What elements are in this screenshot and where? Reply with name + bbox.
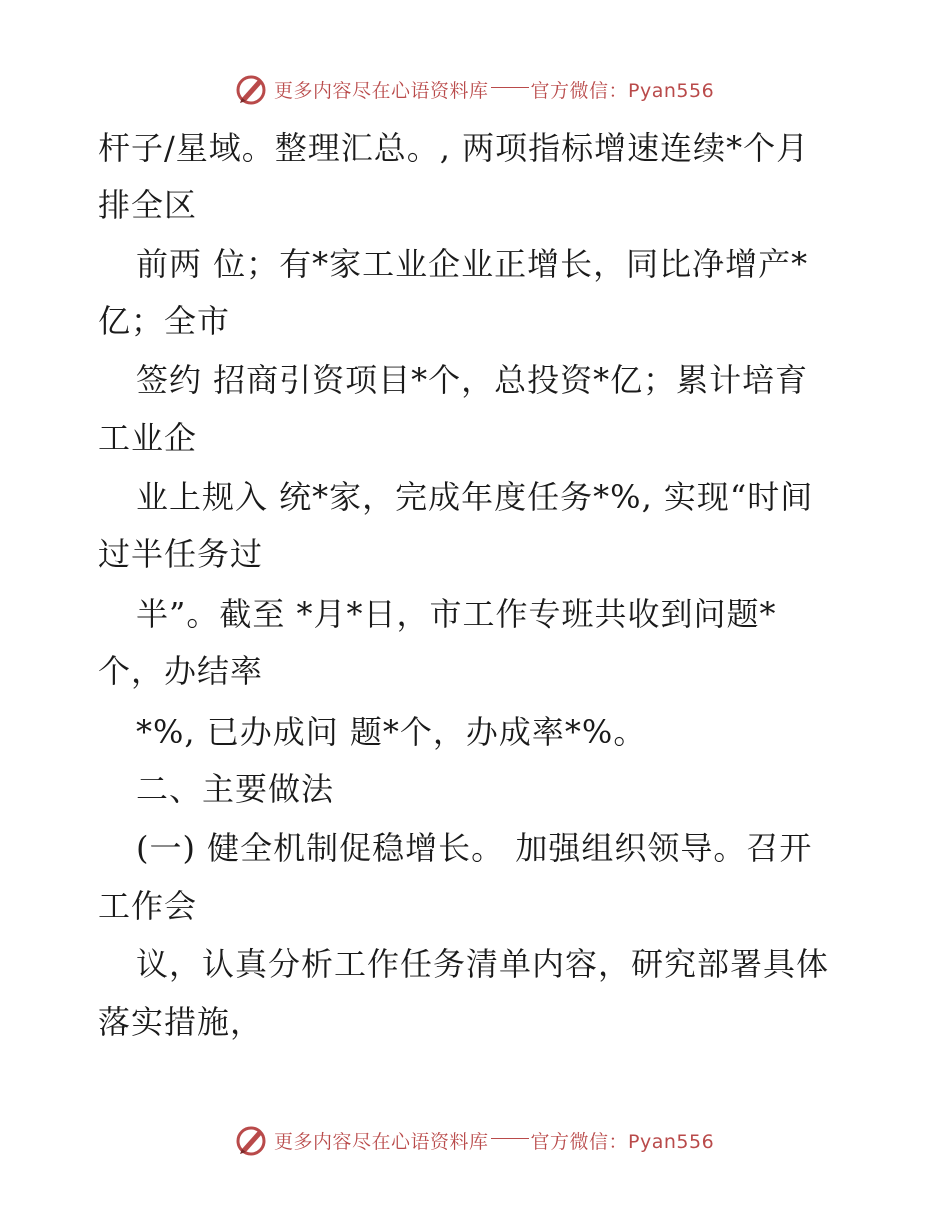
text-line: 前两 位；有*家工业企业正增长，同比净增产* — [136, 245, 809, 283]
section-heading: 二、主要做法 — [136, 770, 335, 808]
text-line: 排全区 — [98, 186, 198, 224]
header-watermark — [234, 71, 714, 107]
watermark-dash — [491, 1138, 529, 1139]
text-line: 工业企 — [98, 419, 198, 457]
pen-logo-icon — [234, 1123, 268, 1157]
text-line: 个，办结率 — [98, 652, 264, 690]
text-line: 业上规入 统*家，完成年度任务*%, 实现“时间 — [136, 478, 814, 516]
watermark-wechat: 官方微信：Pyan556 — [530, 79, 715, 102]
text-line: 杆子/星域。整理汇总。, 两项指标增速连续*个月 — [98, 129, 810, 167]
text-line: 过半任务过 — [98, 535, 264, 573]
text-line: 落实措施， — [98, 1003, 264, 1041]
watermark-wechat: 官方微信：Pyan556 — [530, 1130, 715, 1153]
watermark-text: 更多内容尽在心语资料库 — [274, 79, 489, 102]
watermark-dash — [491, 87, 529, 88]
pen-logo-icon — [234, 72, 268, 106]
text-line: 亿；全市 — [98, 302, 231, 340]
text-line: 工作会 — [98, 887, 198, 925]
text-line: *%, 已办成问 题*个，办成率*%。 — [136, 713, 647, 751]
text-line: 议，认真分析工作任务清单内容，研究部署具体 — [136, 945, 830, 983]
text-line: 签约 招商引资项目*个，总投资*亿；累计培育 — [136, 361, 809, 399]
watermark-text: 更多内容尽在心语资料库 — [274, 1130, 489, 1153]
text-line: (一) 健全机制促稳增长。 加强组织领导。召开 — [136, 829, 813, 867]
text-line: 半”。截至 *月*日，市工作专班共收到问题* — [136, 595, 777, 633]
footer-watermark — [234, 1122, 714, 1158]
